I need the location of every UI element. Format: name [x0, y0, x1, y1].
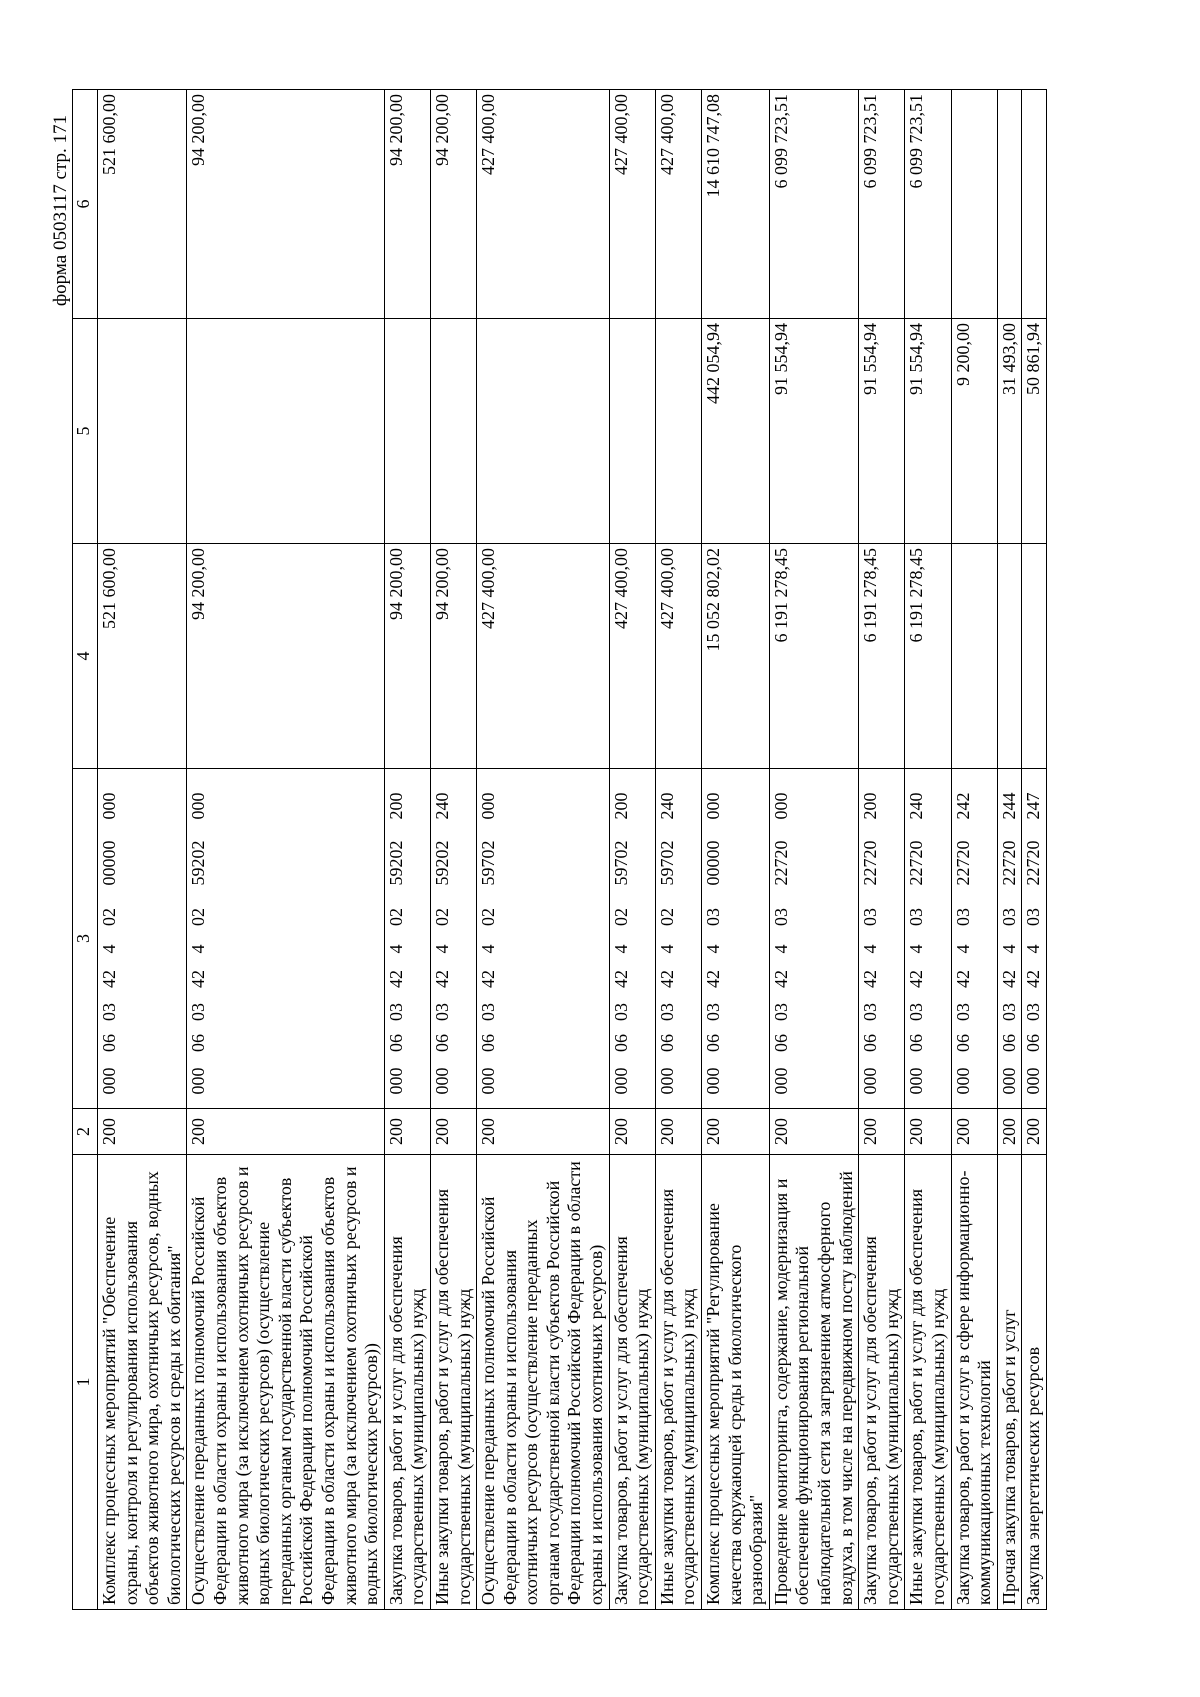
code-segment: 03	[998, 1003, 1019, 1021]
code-segment: 02	[188, 908, 209, 926]
unexecuted-amount	[1022, 90, 1047, 319]
code-segment: 000	[703, 792, 724, 820]
code-segment: 42	[860, 970, 881, 988]
code-segment: 000	[610, 1067, 631, 1095]
unexecuted-amount: 94 200,00	[384, 90, 430, 319]
approved-amount: 427 400,00	[655, 544, 701, 769]
code-segment: 22720	[998, 840, 1019, 886]
code-segment: 4	[478, 944, 499, 954]
table-row	[384, 90, 430, 1610]
budget-classification-code	[769, 769, 858, 1109]
code-segment: 000	[770, 792, 791, 820]
table-row	[702, 90, 770, 1610]
code-segment: 42	[906, 970, 927, 988]
approved-amount: 94 200,00	[384, 544, 430, 769]
code-segment: 000	[860, 1067, 881, 1095]
approved-amount: 15 052 802,02	[702, 544, 770, 769]
code-segment: 200	[385, 792, 406, 820]
executed-amount	[655, 319, 701, 544]
code-segment: 000	[478, 792, 499, 820]
code-segment: 06	[1023, 1034, 1044, 1052]
budget-classification-code	[702, 769, 770, 1109]
code-segment: 59202	[431, 840, 452, 886]
code-segment: 03	[952, 1003, 973, 1021]
code-segment: 4	[998, 944, 1019, 954]
code-segment: 03	[478, 1003, 499, 1021]
code-segment: 06	[656, 1034, 677, 1052]
code-segment: 000	[703, 1067, 724, 1095]
code-segment: 06	[998, 1034, 1019, 1052]
expense-name: Закупка энергетических ресурсов	[1022, 1155, 1047, 1610]
code-segment: 200	[860, 792, 881, 820]
approved-amount	[951, 544, 997, 769]
code-segment: 000	[385, 1067, 406, 1095]
line-code: 200	[655, 1109, 701, 1155]
code-segment: 4	[770, 944, 791, 954]
approved-amount	[997, 544, 1022, 769]
code-segment: 4	[188, 944, 209, 954]
budget-classification-code	[98, 769, 187, 1109]
code-segment: 02	[431, 908, 452, 926]
code-segment: 000	[656, 1067, 677, 1095]
column-number: 6	[73, 90, 98, 319]
executed-amount: 50 861,94	[1022, 319, 1047, 544]
code-segment: 42	[385, 970, 406, 988]
code-segment: 000	[188, 1067, 209, 1095]
code-segment: 4	[952, 944, 973, 954]
code-segment: 59702	[478, 840, 499, 886]
unexecuted-amount: 94 200,00	[430, 90, 476, 319]
code-segment: 06	[952, 1034, 973, 1052]
code-segment: 03	[431, 1003, 452, 1021]
budget-classification-code	[430, 769, 476, 1109]
table-row	[769, 90, 858, 1610]
code-segment: 240	[431, 792, 452, 820]
code-segment: 02	[478, 908, 499, 926]
code-segment: 02	[656, 908, 677, 926]
unexecuted-amount: 427 400,00	[609, 90, 655, 319]
code-segment: 4	[906, 944, 927, 954]
unexecuted-amount	[997, 90, 1022, 319]
unexecuted-amount: 94 200,00	[187, 90, 384, 319]
code-segment: 59202	[188, 840, 209, 886]
executed-amount	[98, 319, 187, 544]
code-segment: 06	[188, 1034, 209, 1052]
code-segment: 02	[99, 908, 119, 926]
approved-amount	[1022, 544, 1047, 769]
code-segment: 03	[998, 908, 1019, 926]
line-code: 200	[98, 1109, 187, 1155]
table-body	[98, 90, 1047, 1610]
approved-amount: 94 200,00	[187, 544, 384, 769]
approved-amount: 427 400,00	[609, 544, 655, 769]
executed-amount: 91 554,94	[859, 319, 905, 544]
code-segment: 244	[998, 792, 1019, 820]
column-number: 2	[73, 1109, 98, 1155]
code-segment: 59702	[656, 840, 677, 886]
budget-classification-code	[187, 769, 384, 1109]
code-segment: 42	[703, 970, 724, 988]
code-segment: 240	[656, 792, 677, 820]
executed-amount: 31 493,00	[997, 319, 1022, 544]
table-row	[98, 90, 187, 1610]
code-segment: 22720	[1023, 840, 1044, 886]
code-segment: 03	[906, 1003, 927, 1021]
executed-amount: 91 554,94	[769, 319, 858, 544]
line-code: 200	[951, 1109, 997, 1155]
form-number-note: форма 0503117 стр. 171	[50, 115, 71, 307]
expense-name: Проведение мониторинга, содержание, модернизация и обеспечение функционирования региональной наблюдательной сети за загрязнением атмосферного воздуха, в том числе на передвижном посту наблюдений	[769, 1155, 858, 1610]
code-segment: 000	[1023, 1067, 1044, 1095]
column-number: 5	[73, 319, 98, 544]
code-segment: 22720	[906, 840, 927, 886]
approved-amount: 94 200,00	[430, 544, 476, 769]
unexecuted-amount: 427 400,00	[655, 90, 701, 319]
code-segment: 000	[952, 1067, 973, 1095]
code-segment: 000	[431, 1067, 452, 1095]
code-segment: 03	[703, 908, 724, 926]
unexecuted-amount: 6 099 723,51	[769, 90, 858, 319]
table-row	[655, 90, 701, 1610]
code-segment: 03	[860, 1003, 881, 1021]
budget-classification-code	[384, 769, 430, 1109]
line-code: 200	[477, 1109, 610, 1155]
line-code: 200	[859, 1109, 905, 1155]
code-segment: 42	[998, 970, 1019, 988]
code-segment: 59702	[610, 840, 631, 886]
expense-name: Комплекс процессных мероприятий "Обеспечение охраны, контроля и регулирования использования объектов животного мира, охотничьих ресурсов, водных биологических ресурсов и среды их обитания"	[98, 1155, 187, 1610]
table-row	[187, 90, 384, 1610]
code-segment: 000	[99, 792, 119, 820]
code-segment: 000	[99, 1067, 119, 1095]
code-segment: 06	[431, 1034, 452, 1052]
expense-name: Закупка товаров, работ и услуг в сфере информационно-коммуникационных технологий	[951, 1155, 997, 1610]
expense-name: Иные закупки товаров, работ и услуг для обеспечения государственных (муниципальных) нужд	[430, 1155, 476, 1610]
unexecuted-amount: 521 600,00	[98, 90, 187, 319]
expense-name: Закупка товаров, работ и услуг для обеспечения государственных (муниципальных) нужд	[609, 1155, 655, 1610]
code-segment: 42	[99, 970, 119, 988]
table-row	[905, 90, 951, 1610]
executed-amount: 91 554,94	[905, 319, 951, 544]
code-segment: 240	[906, 792, 927, 820]
table-row	[859, 90, 905, 1610]
budget-classification-code	[1022, 769, 1047, 1109]
executed-amount	[187, 319, 384, 544]
code-segment: 42	[770, 970, 791, 988]
line-code: 200	[997, 1109, 1022, 1155]
code-segment: 03	[1023, 908, 1044, 926]
expense-name: Осуществление переданных полномочий Российской Федерации в области охраны и использования охотничьих ресурсов (осуществление переданных органам государственной власти субъектов Российской Федерации полномочий Российской Федерации в области охраны и использования охотничьих ресурсов)	[477, 1155, 610, 1610]
code-segment: 4	[431, 944, 452, 954]
code-segment: 42	[478, 970, 499, 988]
executed-amount	[384, 319, 430, 544]
code-segment: 03	[860, 908, 881, 926]
code-segment: 03	[385, 1003, 406, 1021]
code-segment: 59202	[385, 840, 406, 886]
unexecuted-amount	[951, 90, 997, 319]
code-segment: 06	[99, 1034, 119, 1052]
code-segment: 06	[703, 1034, 724, 1052]
approved-amount: 427 400,00	[477, 544, 610, 769]
expense-name: Осуществление переданных полномочий Российской Федерации в области охраны и использования объектов животного мира (за исключением охотничьих ресурсов и водных биологических ресурсов) (осуществление переданных органам государственной власти субъектов Российской Федерации полномочий Российской Федерации в области охраны и использования объектов животного мира (за исключением охотничьих ресурсов и водных биологических ресурсов))	[187, 1155, 384, 1610]
code-segment: 42	[188, 970, 209, 988]
approved-amount: 6 191 278,45	[859, 544, 905, 769]
code-segment: 03	[906, 908, 927, 926]
code-segment: 03	[610, 1003, 631, 1021]
code-segment: 200	[610, 792, 631, 820]
budget-classification-code	[997, 769, 1022, 1109]
executed-amount	[477, 319, 610, 544]
unexecuted-amount: 427 400,00	[477, 90, 610, 319]
code-segment: 03	[188, 1003, 209, 1021]
code-segment: 4	[703, 944, 724, 954]
approved-amount: 6 191 278,45	[769, 544, 858, 769]
code-segment: 02	[610, 908, 631, 926]
line-code: 200	[187, 1109, 384, 1155]
column-number: 4	[73, 544, 98, 769]
table-row	[997, 90, 1022, 1610]
code-segment: 242	[952, 792, 973, 820]
code-segment: 06	[906, 1034, 927, 1052]
code-segment: 4	[610, 944, 631, 954]
expense-name: Комплекс процессных мероприятий "Регулирование качества окружающей среды и биологического разнообразия"	[702, 1155, 770, 1610]
code-segment: 06	[385, 1034, 406, 1052]
executed-amount	[430, 319, 476, 544]
budget-classification-code	[609, 769, 655, 1109]
code-segment: 42	[952, 970, 973, 988]
executed-amount	[609, 319, 655, 544]
table-row	[951, 90, 997, 1610]
line-code: 200	[702, 1109, 770, 1155]
table-row	[609, 90, 655, 1610]
line-code: 200	[769, 1109, 858, 1155]
unexecuted-amount: 14 610 747,08	[702, 90, 770, 319]
code-segment: 06	[478, 1034, 499, 1052]
budget-classification-code	[859, 769, 905, 1109]
code-segment: 00000	[99, 840, 119, 886]
code-segment: 02	[385, 908, 406, 926]
expense-name: Закупка товаров, работ и услуг для обеспечения государственных (муниципальных) нужд	[384, 1155, 430, 1610]
code-segment: 42	[610, 970, 631, 988]
expense-name: Прочая закупка товаров, работ и услуг	[997, 1155, 1022, 1610]
line-code: 200	[384, 1109, 430, 1155]
code-segment: 03	[770, 908, 791, 926]
executed-amount: 442 054,94	[702, 319, 770, 544]
column-number: 1	[73, 1155, 98, 1610]
code-segment: 247	[1023, 792, 1044, 820]
code-segment: 03	[1023, 1003, 1044, 1021]
column-number: 3	[73, 769, 98, 1109]
expense-name: Иные закупки товаров, работ и услуг для обеспечения государственных (муниципальных) нужд	[655, 1155, 701, 1610]
code-segment: 00000	[703, 840, 724, 886]
code-segment: 22720	[770, 840, 791, 886]
unexecuted-amount: 6 099 723,51	[859, 90, 905, 319]
line-code: 200	[905, 1109, 951, 1155]
code-segment: 03	[656, 1003, 677, 1021]
code-segment: 06	[610, 1034, 631, 1052]
code-segment: 000	[478, 1067, 499, 1095]
line-code: 200	[1022, 1109, 1047, 1155]
code-segment: 000	[906, 1067, 927, 1095]
table-row	[1022, 90, 1047, 1610]
approved-amount: 521 600,00	[98, 544, 187, 769]
table-row	[430, 90, 476, 1610]
code-segment: 000	[188, 792, 209, 820]
line-code: 200	[609, 1109, 655, 1155]
column-number-row	[73, 90, 98, 1610]
budget-execution-table	[72, 89, 1047, 1610]
unexecuted-amount: 6 099 723,51	[905, 90, 951, 319]
line-code: 200	[430, 1109, 476, 1155]
budget-classification-code	[951, 769, 997, 1109]
code-segment: 22720	[952, 840, 973, 886]
code-segment: 4	[860, 944, 881, 954]
code-segment: 4	[99, 944, 119, 954]
expense-name: Иные закупки товаров, работ и услуг для обеспечения государственных (муниципальных) нужд	[905, 1155, 951, 1610]
code-segment: 06	[860, 1034, 881, 1052]
code-segment: 4	[385, 944, 406, 954]
budget-classification-code	[905, 769, 951, 1109]
expense-name: Закупка товаров, работ и услуг для обеспечения государственных (муниципальных) нужд	[859, 1155, 905, 1610]
budget-classification-code	[655, 769, 701, 1109]
code-segment: 4	[1023, 944, 1044, 954]
code-segment: 03	[770, 1003, 791, 1021]
code-segment: 42	[431, 970, 452, 988]
code-segment: 42	[1023, 970, 1044, 988]
code-segment: 4	[656, 944, 677, 954]
code-segment: 03	[99, 1003, 119, 1021]
code-segment: 03	[703, 1003, 724, 1021]
approved-amount: 6 191 278,45	[905, 544, 951, 769]
table-row	[477, 90, 610, 1610]
code-segment: 03	[952, 908, 973, 926]
code-segment: 42	[656, 970, 677, 988]
code-segment: 000	[770, 1067, 791, 1095]
code-segment: 000	[998, 1067, 1019, 1095]
code-segment: 06	[770, 1034, 791, 1052]
code-segment: 22720	[860, 840, 881, 886]
budget-classification-code	[477, 769, 610, 1109]
executed-amount: 9 200,00	[951, 319, 997, 544]
